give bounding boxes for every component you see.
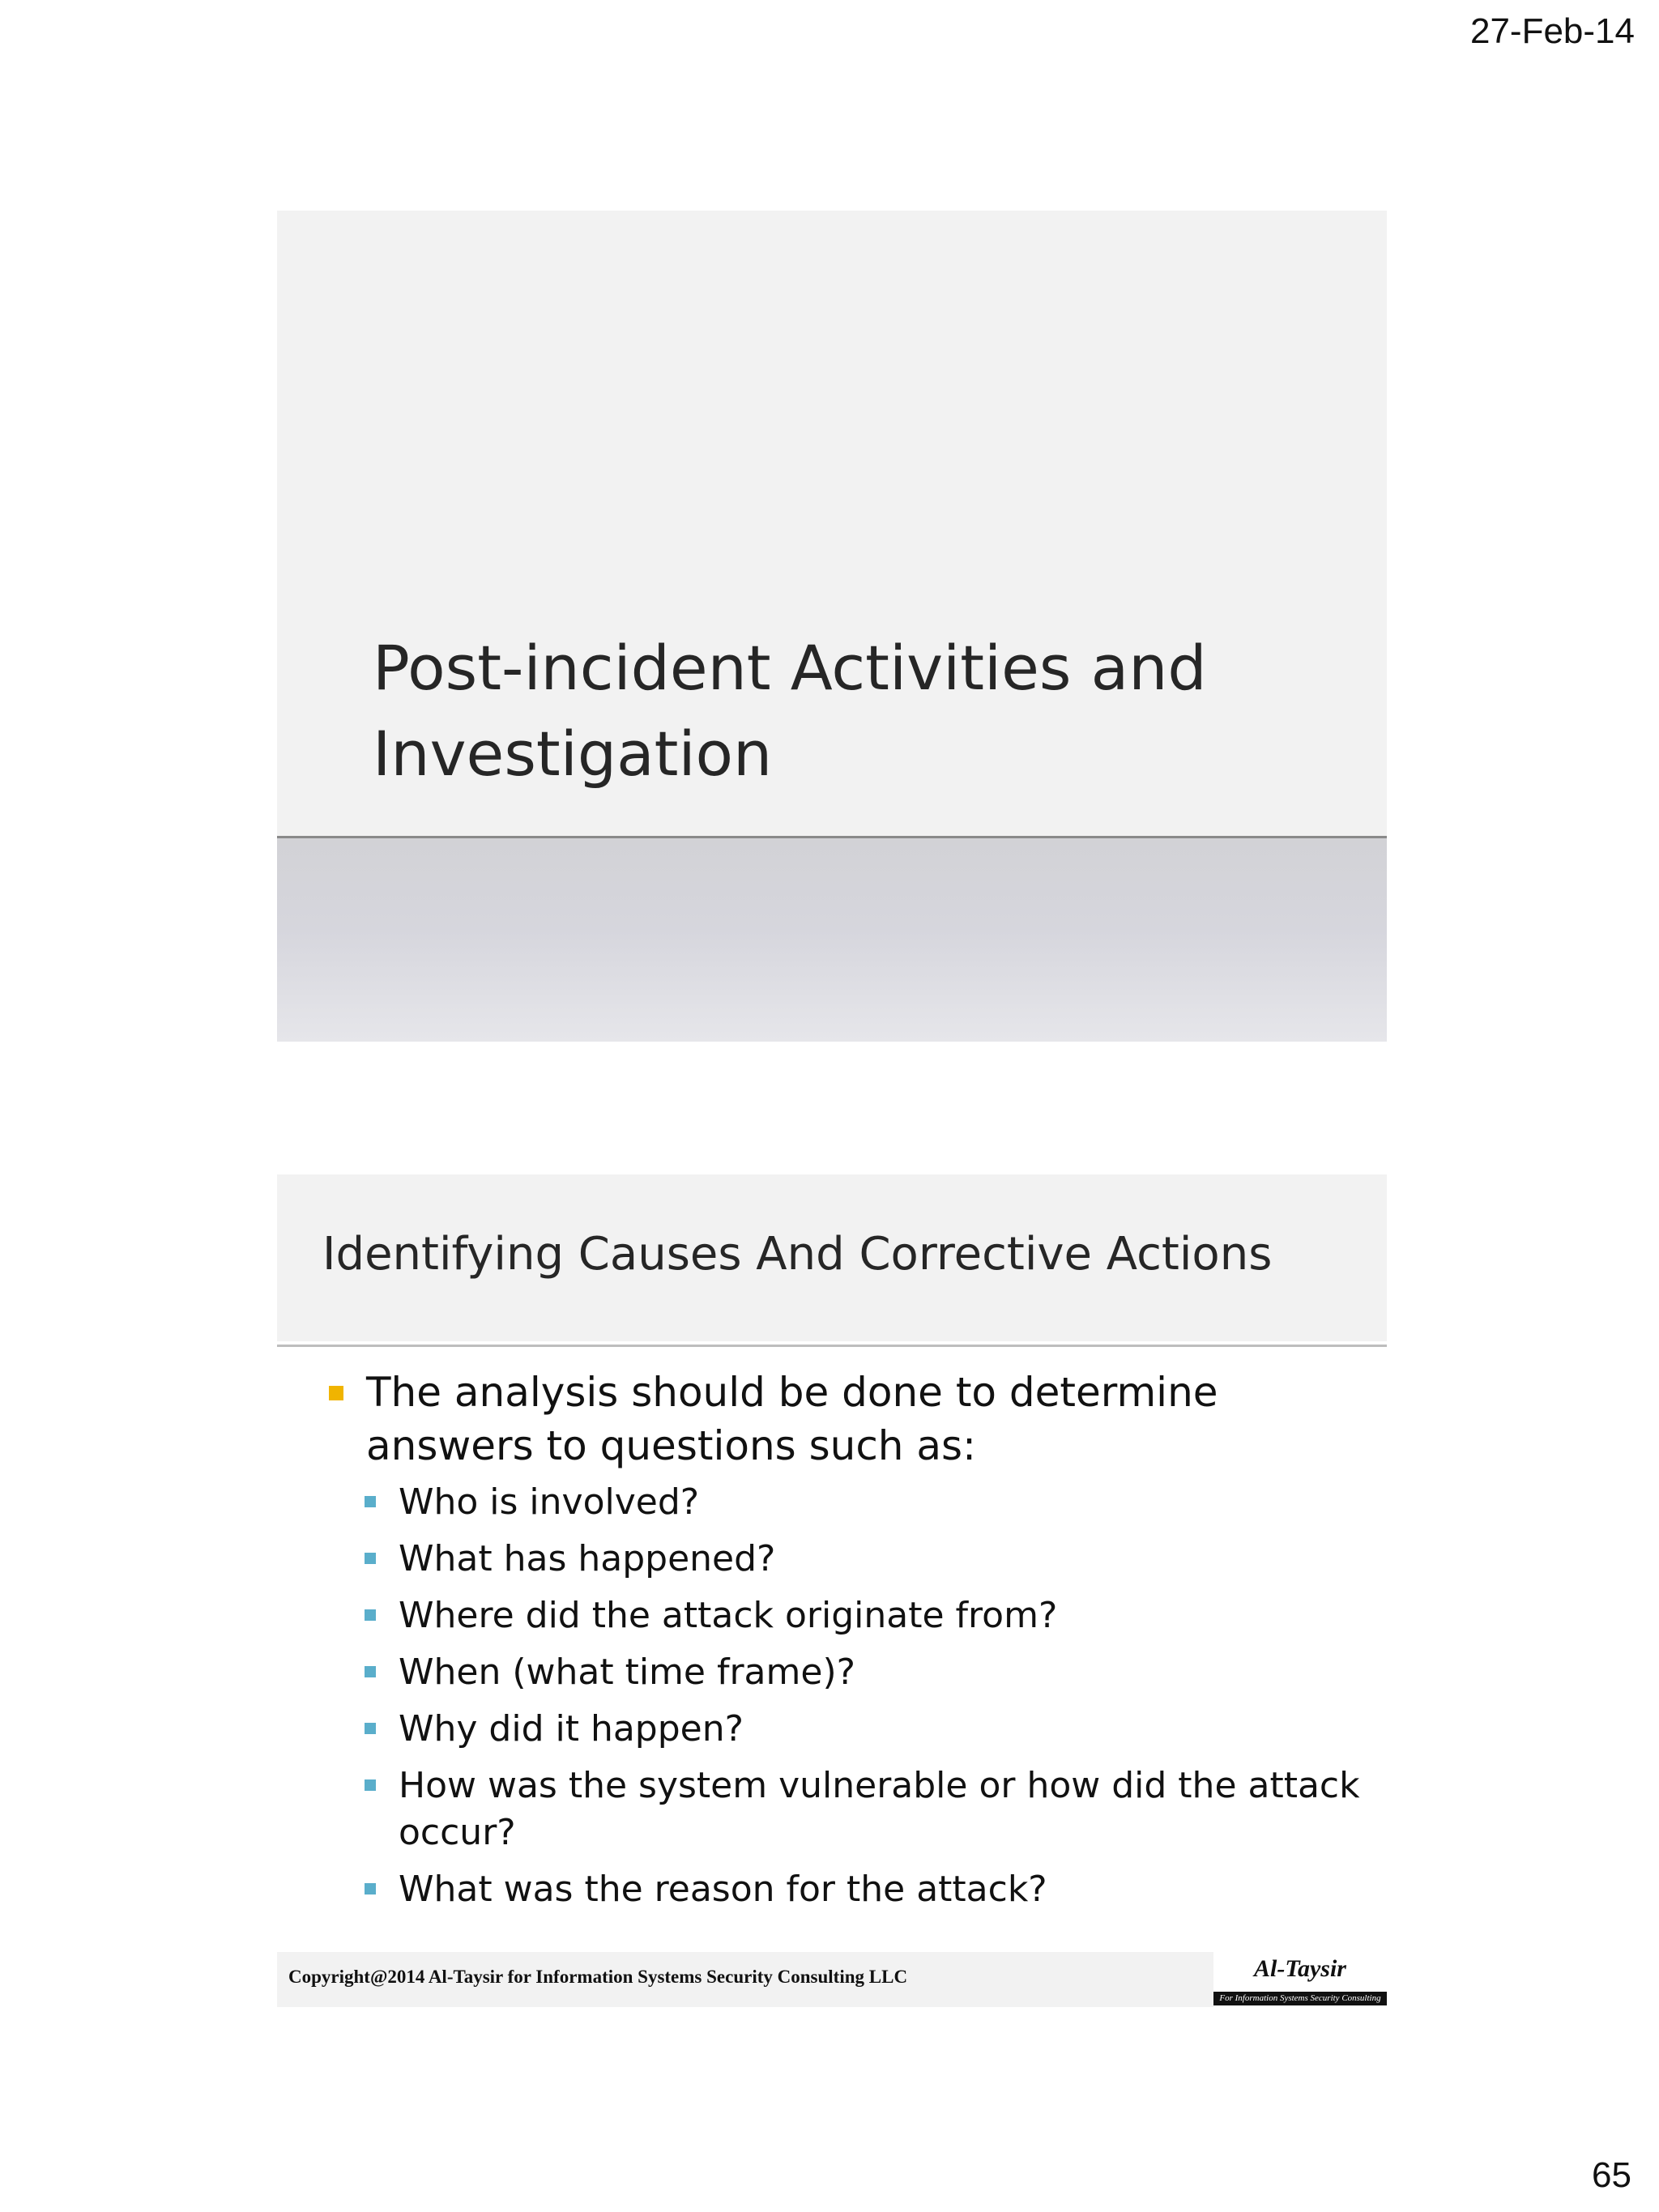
square-bullet-icon <box>365 1666 376 1677</box>
main-bullet <box>329 1366 1366 1473</box>
list-item: Who is involved? <box>365 1479 1366 1526</box>
title-band <box>277 838 1387 1042</box>
title-line-2: Investigation <box>373 718 773 790</box>
page-date: 27-Feb-14 <box>1469 11 1635 51</box>
square-bullet-icon <box>365 1779 376 1791</box>
square-bullet-icon <box>365 1883 376 1894</box>
slide-body <box>329 1366 1366 1923</box>
slide-footer <box>277 1952 1387 2007</box>
page-number: 65 <box>1592 2155 1631 2195</box>
list-item: How was the system vulnerable or how did the attack occur? <box>365 1762 1366 1856</box>
copyright-text: Copyright@2014 Al-Taysir for Information Systems Security Consulting LLC <box>288 1967 908 1987</box>
main-bullet-text: The analysis should be done to determine answers to questions such as: <box>366 1369 1218 1469</box>
slide-title <box>277 211 1387 1042</box>
square-bullet-icon <box>365 1553 376 1564</box>
list-item: What has happened? <box>365 1536 1366 1583</box>
slide-header <box>277 1174 1387 1341</box>
list-item: When (what time frame)? <box>365 1649 1366 1696</box>
list-item: Where did the attack originate from? <box>365 1592 1366 1639</box>
list-item: Why did it happen? <box>365 1706 1366 1753</box>
square-bullet-icon <box>365 1723 376 1734</box>
company-logo <box>1213 1952 1387 2007</box>
square-bullet-icon <box>365 1609 376 1621</box>
square-bullet-icon <box>365 1496 376 1507</box>
logo-tagline: For Information Systems Security Consulting <box>1213 1992 1387 2005</box>
slide-content <box>277 1174 1387 2007</box>
slide-heading: Identifying Causes And Corrective Actions <box>322 1228 1273 1281</box>
header-divider <box>277 1345 1387 1347</box>
list-item: What was the reason for the attack? <box>365 1866 1366 1913</box>
square-bullet-icon <box>329 1386 343 1400</box>
title-area <box>277 211 1387 836</box>
logo-name: Al-Taysir <box>1254 1955 1346 1982</box>
question-list <box>365 1479 1366 1913</box>
slide-title-text <box>373 625 1304 797</box>
title-line-1: Post-incident Activities and <box>373 632 1207 704</box>
